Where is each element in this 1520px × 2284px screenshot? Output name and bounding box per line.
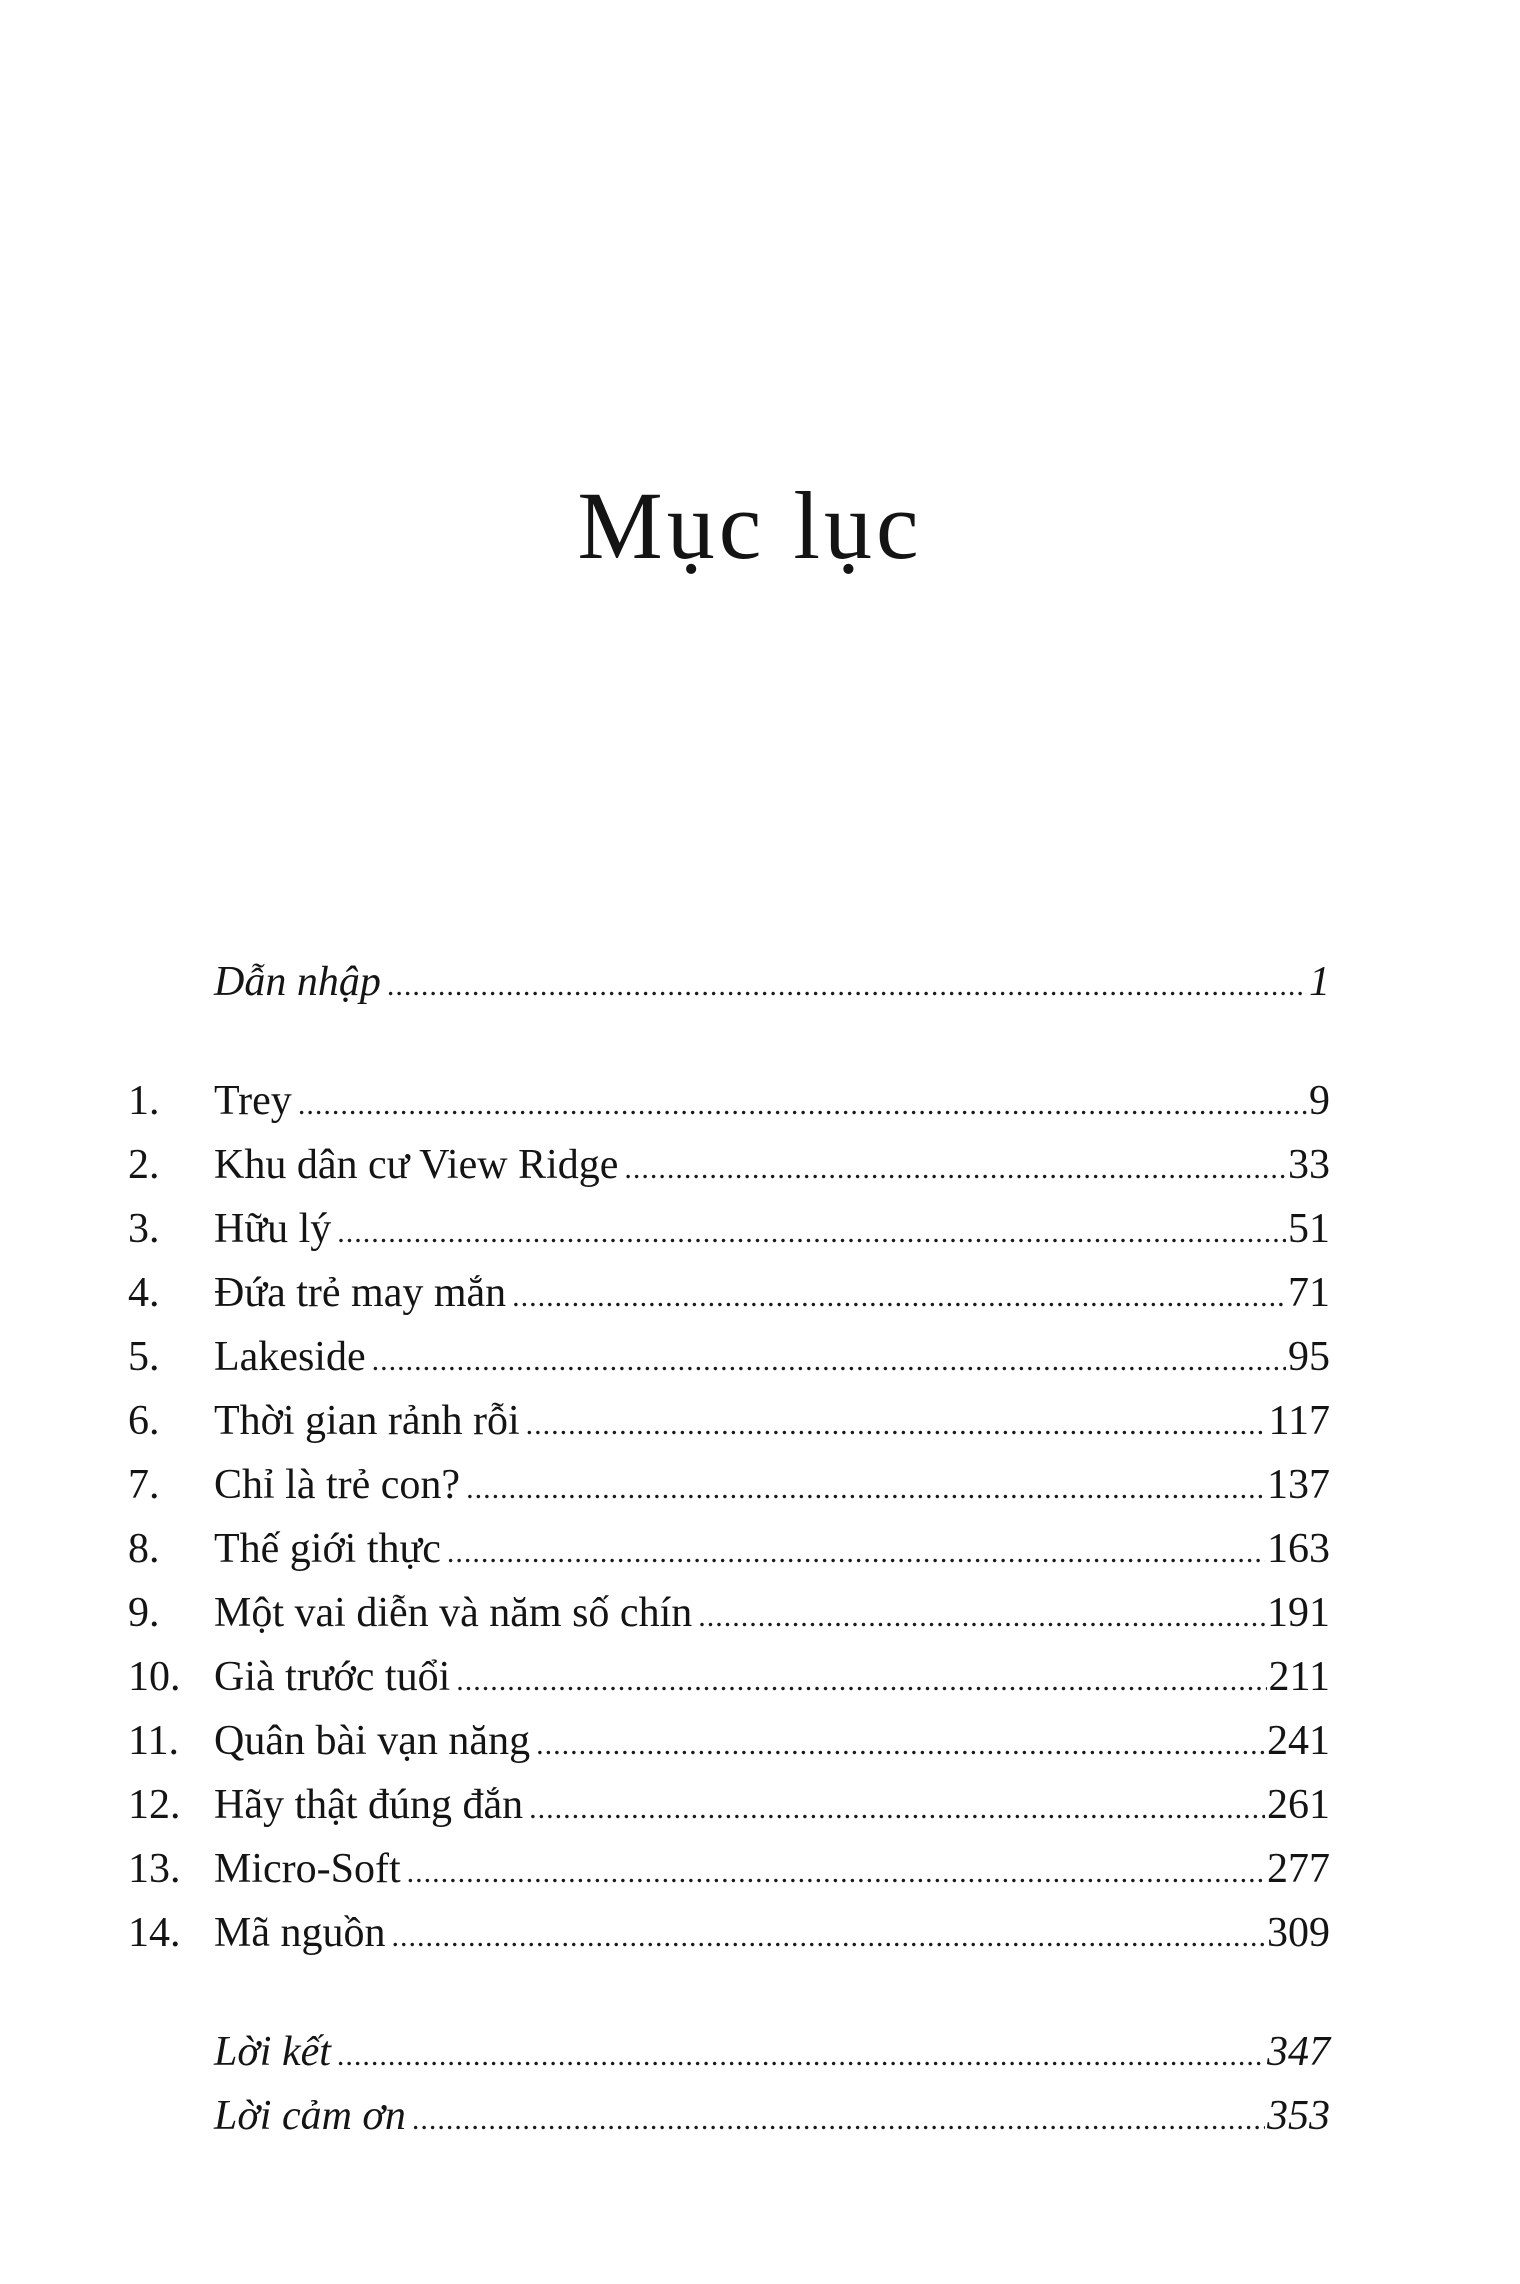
toc-entry-label: Dẫn nhập (214, 959, 381, 1005)
toc-entry-label: Trey (214, 1078, 292, 1124)
dot-leader (526, 1393, 1267, 1457)
toc-entry[interactable] (0, 1517, 1520, 1581)
chapter-number: 14. (128, 1910, 181, 1956)
toc-entry-epilogue[interactable] (0, 2020, 1520, 2084)
toc-entry-label: Quân bài vạn năng (214, 1718, 531, 1764)
chapter-number: 2. (128, 1142, 160, 1188)
toc-page-number: 241 (1267, 1718, 1330, 1764)
chapter-number: 1. (128, 1078, 160, 1124)
toc-page-number: 51 (1288, 1206, 1330, 1252)
chapter-number: 13. (128, 1846, 181, 1892)
toc-entry-label: Hãy thật đúng đắn (214, 1782, 524, 1828)
toc-entry[interactable] (0, 1901, 1520, 1965)
chapter-number: 8. (128, 1526, 160, 1572)
toc-page-number: 163 (1267, 1526, 1330, 1572)
toc-page-number: 191 (1267, 1590, 1330, 1636)
dot-leader (407, 1841, 1265, 1905)
toc-entry-label: Chỉ là trẻ con? (214, 1462, 461, 1508)
toc-entry[interactable] (0, 1453, 1520, 1517)
dot-leader (298, 1073, 1307, 1137)
toc-page-number: 71 (1288, 1270, 1330, 1316)
toc-entry[interactable] (0, 1645, 1520, 1709)
dot-leader (536, 1713, 1265, 1777)
toc-entry-label: Khu dân cư View Ridge (214, 1142, 619, 1188)
toc-entry-label: Hữu lý (214, 1206, 332, 1252)
dot-leader (337, 1201, 1286, 1265)
toc-entry-label: Thế giới thực (214, 1526, 441, 1572)
chapter-number: 11. (128, 1718, 179, 1764)
toc-entry-label: Lời cảm ơn (214, 2093, 406, 2139)
toc-entry-acknowledgements[interactable] (0, 2084, 1520, 2148)
dot-leader (387, 954, 1307, 1018)
toc-page-number: 309 (1267, 1910, 1330, 1956)
dot-leader (447, 1521, 1265, 1585)
toc-page-number: 261 (1267, 1782, 1330, 1828)
chapter-number: 9. (128, 1590, 160, 1636)
chapter-number: 7. (128, 1462, 160, 1508)
toc-entry-label: Già trước tuổi (214, 1654, 451, 1700)
toc-entry[interactable] (0, 1197, 1520, 1261)
toc-page-number: 33 (1288, 1142, 1330, 1188)
toc-entry-label: Thời gian rảnh rỗi (214, 1398, 520, 1444)
toc-entry-intro[interactable] (0, 950, 1520, 1014)
toc-page-number: 95 (1288, 1334, 1330, 1380)
toc-entry[interactable] (0, 1709, 1520, 1773)
toc-page-number: 137 (1267, 1462, 1330, 1508)
toc-page-number: 353 (1267, 2093, 1330, 2139)
toc-page-number: 117 (1268, 1398, 1330, 1444)
toc-entry[interactable] (0, 1261, 1520, 1325)
dot-leader (512, 1265, 1286, 1329)
toc-entry[interactable] (0, 1773, 1520, 1837)
toc-entry-label: Đứa trẻ may mắn (214, 1270, 507, 1316)
chapter-number: 10. (128, 1654, 181, 1700)
toc-page-number: 347 (1267, 2029, 1330, 2075)
chapter-number: 3. (128, 1206, 160, 1252)
toc-entry[interactable] (0, 1069, 1520, 1133)
toc-page-number: 277 (1267, 1846, 1330, 1892)
toc-entry[interactable] (0, 1325, 1520, 1389)
toc-page-number: 211 (1268, 1654, 1330, 1700)
toc-entry-label: Micro-Soft (214, 1846, 401, 1892)
dot-leader (392, 1905, 1266, 1969)
dot-leader (624, 1137, 1286, 1201)
chapter-number: 4. (128, 1270, 160, 1316)
chapter-number: 6. (128, 1398, 160, 1444)
page-title: Mục lục (577, 472, 923, 579)
chapter-number: 5. (128, 1334, 160, 1380)
toc-entry[interactable] (0, 1133, 1520, 1197)
toc-page-number: 9 (1309, 1078, 1330, 1124)
toc-entry-label: Một vai diễn và năm số chín (214, 1590, 693, 1636)
toc-entry[interactable] (0, 1581, 1520, 1645)
dot-leader (372, 1329, 1286, 1393)
toc-entry-label: Mã nguồn (214, 1910, 386, 1956)
dot-leader (466, 1457, 1265, 1521)
dot-leader (698, 1585, 1265, 1649)
dot-leader (529, 1777, 1265, 1841)
dot-leader (412, 2088, 1265, 2152)
toc-entry-label: Lời kết (214, 2029, 331, 2075)
chapter-number: 12. (128, 1782, 181, 1828)
toc-entry-label: Lakeside (214, 1334, 366, 1380)
toc-entry[interactable] (0, 1389, 1520, 1453)
toc-entry[interactable] (0, 1837, 1520, 1901)
dot-leader (456, 1649, 1266, 1713)
toc-page-number: 1 (1309, 959, 1330, 1005)
dot-leader (337, 2024, 1265, 2088)
